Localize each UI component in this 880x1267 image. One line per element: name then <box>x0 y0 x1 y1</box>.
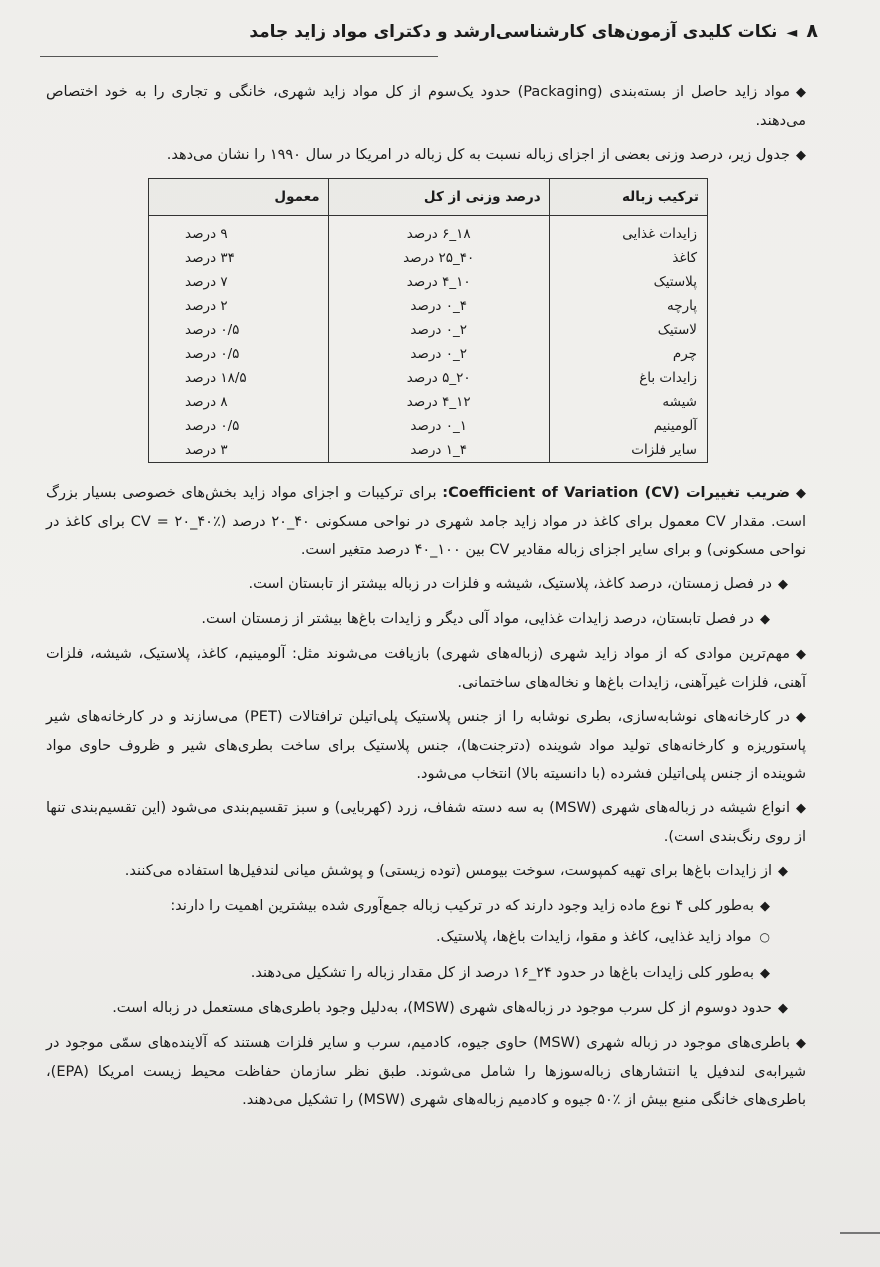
paragraph-summer: ◆در فصل تابستان، درصد زایدات غذایی، مواد آلی دیگر و زایدات باغ‌ها بیشتر از زمستان است. <box>46 605 770 634</box>
cell-component: زایدات غذایی <box>549 216 707 247</box>
cell-typical: ۷ درصد <box>149 270 329 294</box>
cell-typical: ۰/۵ درصد <box>149 318 329 342</box>
cv-term: ضریب تغییرات Coefficient of Variation (CV): <box>442 485 791 501</box>
paragraph-cv: ◆ضریب تغییرات Coefficient of Variation (CV): برای ترکیبات و اجزای مواد زاید بخش‌های خصوصی بسیار بزرگ است. مقدار CV معمول برای کاغذ در مواد زاید جامد شهری در نواحی مسکونی ۴۰_۲۰ درصد (٪۴۰_۲۰ = CV برای کاغذ در نواحی مسکونی) و برای سایر اجزای زباله مقادیر CV بین ۱۰۰_۴۰ درصد متغیر است. <box>46 479 806 564</box>
paragraph-lead: ◆حدود دوسوم از کل سرب موجود در زباله‌های شهری (MSW)، به‌دلیل وجود باطری‌های مستعمل در زباله است. <box>46 994 788 1023</box>
cell-range: ۴_۰ درصد <box>328 294 549 318</box>
cell-range: ۱۰_۴ درصد <box>328 270 549 294</box>
running-title: نکات کلیدی آزمون‌های کارشناسی‌ارشد و دکترای مواد زاید جامد <box>249 22 778 42</box>
cell-component: کاغذ <box>549 246 707 270</box>
sub-item-four-types: ○مواد زاید غذایی، کاغذ و مقوا، زایدات باغ‌ها، پلاستیک. <box>46 923 770 951</box>
table-row <box>149 318 708 342</box>
paragraph-garden-waste: ◆از زایدات باغ‌ها برای تهیه کمپوست، سوخت بیومس (توده زیستی) و پوشش میانی لندفیل‌ها استفاده می‌کنند. <box>46 857 788 886</box>
table-row <box>149 246 708 270</box>
cell-range: ۴_۱ درصد <box>328 438 549 463</box>
cell-range: ۴۰_۲۵ درصد <box>328 246 549 270</box>
paragraph-glass: ◆انواع شیشه در زباله‌های شهری (MSW) به سه دسته شفاف، زرد (کهربایی) و سبز تقسیم‌بندی می‌شود (این تقسیم‌بندی تنها از روی رنگ‌بندی است). <box>46 794 806 851</box>
cell-range: ۱_۰ درصد <box>328 414 549 438</box>
bullet-icon: ◆ <box>796 1036 806 1051</box>
cell-typical: ۳ درصد <box>149 438 329 463</box>
cell-typical: ۱۸/۵ درصد <box>149 366 329 390</box>
paragraph-winter: ◆در فصل زمستان، درصد کاغذ، پلاستیک، شیشه و فلزات در زباله بیشتر از تابستان است. <box>46 570 788 599</box>
paragraph-packaging: ◆مواد زاید حاصل از بسته‌بندی (Packaging) حدود یک‌سوم از کل مواد زاید شهری، خانگی و تجاری را به خود اختصاص می‌دهند. <box>46 78 806 135</box>
cell-component: زایدات باغ <box>549 366 707 390</box>
table-row <box>149 270 708 294</box>
cell-typical: ۰/۵ درصد <box>149 414 329 438</box>
cell-range: ۲_۰ درصد <box>328 342 549 366</box>
table-row <box>149 366 708 390</box>
table-row <box>149 216 708 247</box>
cell-range: ۲_۰ درصد <box>328 318 549 342</box>
bullet-icon: ◆ <box>778 1001 788 1016</box>
paragraph-batteries: ◆باطری‌های موجود در زباله شهری (MSW) حاوی جیوه، کادمیم، سرب و سایر فلزات هستند که آلاینده‌های سمّی موجود در شیرابه‌ی لندفیل یا انتشارهای زباله‌سوزها را شامل می‌شوند. طبق نظر سازمان حفاظت محیط زیست امریکا (EPA)، باطری‌های خانگی منبع بیش از ٪۵۰ جیوه و کادمیم زباله‌های شهری (MSW) را تشکیل می‌دهند. <box>46 1029 806 1114</box>
cell-component: شیشه <box>549 390 707 414</box>
table-header-row <box>149 179 708 216</box>
table-row <box>149 294 708 318</box>
page-header <box>40 20 818 60</box>
page-edge-mark <box>840 1232 880 1234</box>
header-arrow-icon: ◄ <box>786 25 798 41</box>
paragraph-recycling: ◆مهم‌ترین موادی که از مواد زاید شهری (زباله‌های شهری) بازیافت می‌شوند مثل: آلومینیم، کاغذ، پلاستیک، شیشه، فلزات آهنی، فلزات غیرآهنی، زایدات باغ‌ها و نخاله‌های ساختمانی. <box>46 640 806 697</box>
paragraph-table-intro: ◆جدول زیر، درصد وزنی بعضی از اجزای زباله نسبت به کل زباله در امریکا در سال ۱۹۹۰ را نشان می‌دهد. <box>46 141 806 170</box>
paragraph-garden-percent: ◆به‌طور کلی زایدات باغ‌ها در حدود ۲۴_۱۶ درصد از کل مقدار زباله را تشکیل می‌دهند. <box>46 959 770 988</box>
cell-typical: ۰/۵ درصد <box>149 342 329 366</box>
cell-range: ۱۲_۴ درصد <box>328 390 549 414</box>
cell-typical: ۲ درصد <box>149 294 329 318</box>
cell-component: سایر فلزات <box>549 438 707 463</box>
bullet-icon: ◆ <box>796 486 807 501</box>
header-composition: ترکیب زباله <box>549 179 707 216</box>
cell-component: پارچه <box>549 294 707 318</box>
table-row <box>149 390 708 414</box>
bullet-icon: ◆ <box>796 85 806 100</box>
cell-component: آلومینیم <box>549 414 707 438</box>
cell-range: ۲۰_۵ درصد <box>328 366 549 390</box>
bullet-icon: ◆ <box>760 966 770 981</box>
header-typical: معمول <box>149 179 329 216</box>
header-weight-percent: درصد وزنی از کل <box>328 179 549 216</box>
bullet-icon: ◆ <box>778 577 788 592</box>
paragraph-pet: ◆در کارخانه‌های نوشابه‌سازی، بطری نوشابه را از جنس پلاستیک پلی‌اتیلن ترافتالات (PET) می‌سازند و در کارخانه‌های شیر پاستوریزه و کارخانه‌های تولید مواد شوینده (دترجنت‌ها)، جنس پلاستیک برای ساخت بطری‌های شیر و ظروف حاوی مواد شوینده از جنس پلی‌اتیلن فشرده (با دانسیته بالا) انتخاب می‌شود. <box>46 703 806 788</box>
waste-composition-table <box>148 178 708 463</box>
table-row <box>149 414 708 438</box>
cell-typical: ۳۴ درصد <box>149 246 329 270</box>
cell-range: ۱۸_۶ درصد <box>328 216 549 247</box>
bullet-icon: ◆ <box>796 647 806 662</box>
cell-component: پلاستیک <box>549 270 707 294</box>
cell-component: لاستیک <box>549 318 707 342</box>
bullet-icon: ◆ <box>796 148 806 163</box>
bullet-icon: ◆ <box>778 864 788 879</box>
header-rule <box>40 56 438 57</box>
page-body <box>46 78 806 1120</box>
cell-typical: ۸ درصد <box>149 390 329 414</box>
page-number: ۸ <box>806 20 818 42</box>
bullet-icon: ◆ <box>760 612 770 627</box>
table-row <box>149 342 708 366</box>
bullet-icon: ◆ <box>760 899 770 914</box>
bullet-icon: ◆ <box>795 801 806 816</box>
cell-component: چرم <box>549 342 707 366</box>
bullet-icon: ◆ <box>796 710 806 725</box>
cell-typical: ۹ درصد <box>149 216 329 247</box>
paragraph-four-types: ◆به‌طور کلی ۴ نوع ماده زاید وجود دارند که در ترکیب زباله جمع‌آوری شده بیشترین اهمیت را دارند: <box>46 892 770 921</box>
table-row <box>149 438 708 463</box>
circle-bullet-icon: ○ <box>759 930 770 944</box>
